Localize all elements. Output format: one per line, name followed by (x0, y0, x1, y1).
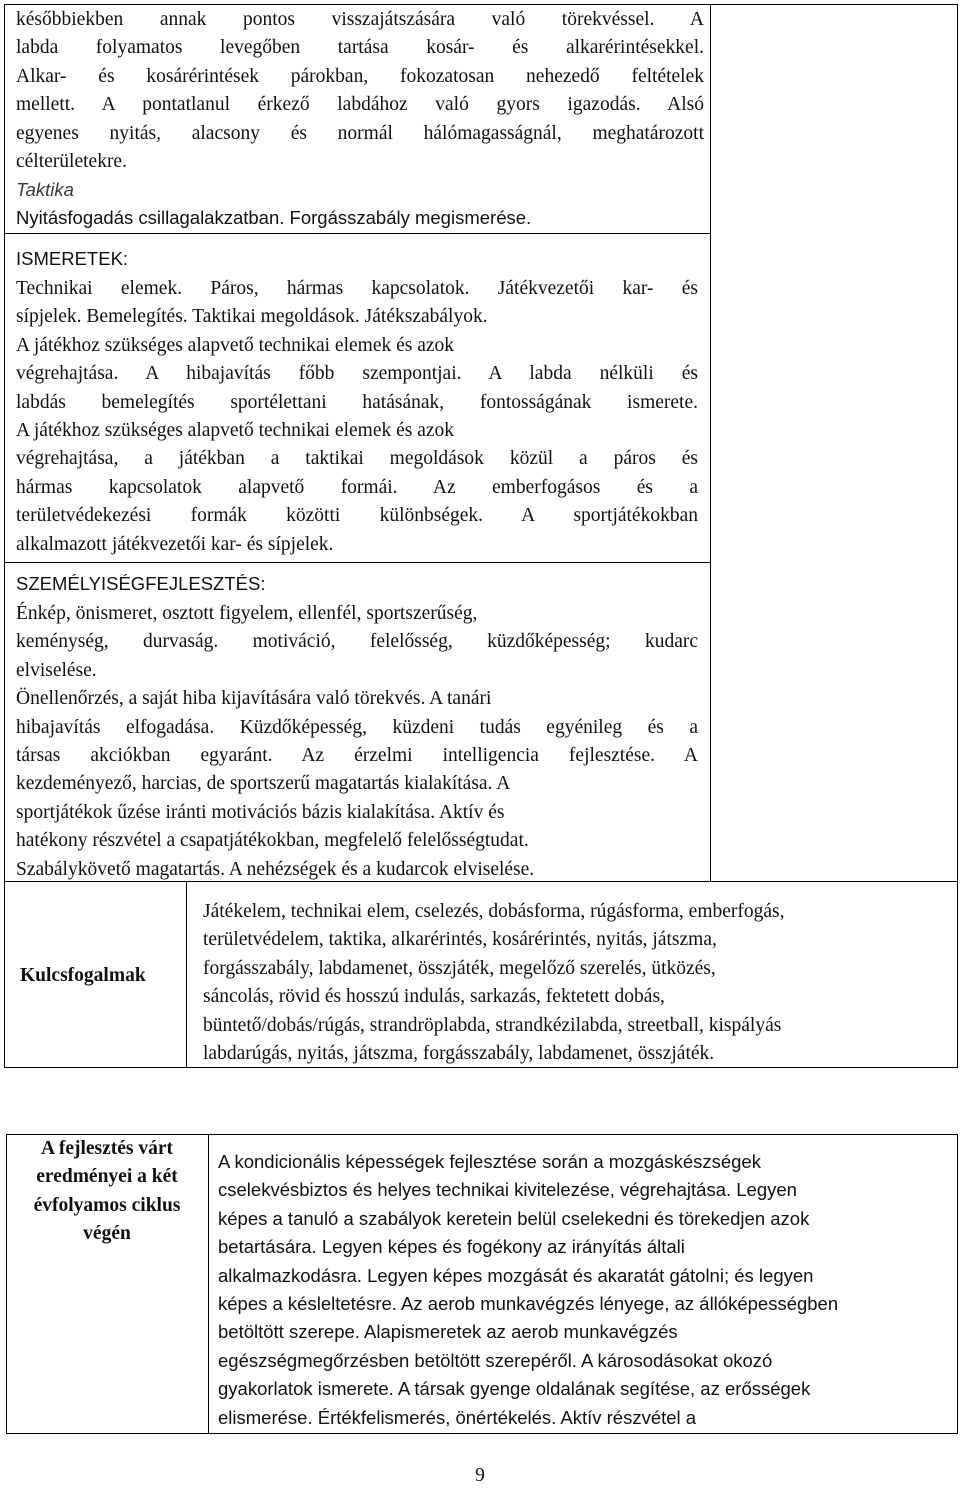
text-line: egyenes nyitás, alacsony és normál hálómagasságnál, meghatározott (16, 122, 704, 144)
text-line: Alkar- és kosárérintések párokban, fokozatosan nehezedő feltételek (16, 65, 704, 87)
knowledge-heading: ISMERETEK: (16, 248, 129, 269)
label-line: eredményei a két (36, 1166, 178, 1188)
personality-heading: SZEMÉLYISÉGFEJLESZTÉS: (16, 573, 266, 594)
text-line: labdás bemelegítés sportélettani hatásának, fontosságának ismerete. (16, 391, 698, 413)
label-line: A fejlesztés várt (40, 1138, 174, 1159)
tactics-heading: Taktika (16, 179, 74, 200)
text-line: képes a tanuló a szabályok keretein belül cselekedni és törekedjen azok (218, 1207, 810, 1229)
text-line: célterületekre. (16, 151, 127, 173)
text-line: gyakorlatok ismerete. A társak gyenge oldalának segítése, az erősségek (218, 1378, 811, 1400)
intro-paragraph (16, 6, 704, 176)
text-line: hármas kapcsolatok alapvető formái. Az emberfogásos és a (16, 476, 698, 498)
text-line: betöltött szerepe. Alapismeretek az aerob munkavégzés (218, 1321, 678, 1343)
text-line: egészségmegőrzésben betöltött szerepéről. A károsodásokat okozó (218, 1349, 773, 1371)
key-concepts-text (203, 898, 953, 1068)
text-line: végrehajtása. A hibajavítás főbb szempontjai. A labda nélküli és (16, 363, 698, 385)
label-line: évfolyamos ciklus (33, 1194, 181, 1216)
row-divider-tactics (4, 233, 710, 234)
text-line: betartására. Legyen képes és fogékony az irányítás általi (218, 1236, 685, 1258)
text-line: alkalmazkodásra. Legyen képes mozgását és akaratát gátolni; és legyen (218, 1264, 814, 1286)
text-line: büntető/dobás/rúgás, strandröplabda, strandkézilabda, streetball, kispályás (203, 1014, 782, 1036)
table-border-right (957, 4, 958, 1068)
text-line: A kondicionális képességek fejlesztése során a mozgáskészségek (218, 1151, 761, 1172)
text-line: keménység, durvaság. motiváció, felelősség, küzdőképesség; kudarc (16, 631, 698, 653)
text-line: elismerése. Értékfelismerés, önértékelés. Aktív részvétel a (218, 1406, 697, 1428)
text-line: Önellenőrzés, a saját hiba kijavítására való törekvés. A tanári (16, 688, 492, 710)
text-line: forgásszabály, labdamenet, összjáték, megelőző szerelés, ütközés, (203, 957, 716, 979)
text-line: A játékhoz szükséges alapvető technikai elemek és azok (16, 420, 455, 442)
text-line: Játékelem, technikai elem, cselezés, dobásforma, rúgásforma, emberfogás, (203, 901, 785, 922)
key-concepts-col-divider (186, 881, 187, 1068)
text-line: sáncolás, rövid és hosszú indulás, sarkazás, fektetett dobás, (203, 986, 665, 1008)
text-line: végrehajtása, a játékban a taktikai megoldások közül a páros és (16, 448, 698, 470)
outcomes-border-bottom (6, 1433, 958, 1434)
text-line: sportjátékok űzése iránti motivációs bázis kialakítása. Aktív és (16, 801, 505, 823)
text-line: későbbiekben annak pontos visszajátszására való törekvéssel. A (16, 9, 704, 30)
outcomes-label (8, 1135, 206, 1249)
key-concepts-label: Kulcsfogalmak (20, 965, 146, 986)
text-line: területvédekezési formák közötti különbségek. A sportjátékokban (16, 505, 698, 527)
text-line: cselekvésbiztos és helyes technikai kivitelezése, végrehajtása. Legyen (218, 1179, 797, 1201)
outcomes-border-right (957, 1134, 958, 1434)
text-line: Technikai elemek. Páros, hármas kapcsolatok. Játékvezetői kar- és (16, 278, 698, 299)
outcomes-col-divider (208, 1134, 209, 1434)
text-line: Énkép, önismeret, osztott figyelem, ellenfél, sportszerűség, (16, 603, 478, 624)
text-line: labda folyamatos levegőben tartása kosár- és alkarérintésekkel. (16, 37, 704, 59)
row-divider-knowledge (4, 562, 710, 563)
text-line: hatékony részvétel a csapatjátékokban, megfelelő felelősségtudat. (16, 830, 529, 852)
outcomes-text (218, 1148, 954, 1432)
text-line: alkalmazott játékvezetői kar- és sípjelek. (16, 533, 334, 555)
text-line: Szabálykövető magatartás. A nehézségek és a kudarcok elviselése. (16, 858, 535, 880)
text-line: mellett. A pontatlanul érkező labdához való gyors igazodás. Alsó (16, 94, 704, 116)
knowledge-paragraph (16, 275, 698, 559)
tactics-text: Nyitásfogadás csillagalakzatban. Forgásszabály megismerése. (16, 207, 532, 228)
label-line: végén (83, 1223, 131, 1245)
text-line: területvédelem, taktika, alkarérintés, kosárérintés, nyitás, játszma, (203, 929, 717, 951)
outcomes-border-left (6, 1134, 7, 1434)
text-line: társas akciókban egyaránt. Az érzelmi intelligencia fejlesztése. A (16, 745, 698, 767)
text-line: A játékhoz szükséges alapvető technikai elemek és azok (16, 334, 455, 356)
text-line: képes a késleltetésre. Az aerob munkavégzés lényege, az állóképességben (218, 1293, 839, 1315)
text-line: hibajavítás elfogadása. Küzdőképesség, küzdeni tudás egyénileg és a (16, 716, 698, 738)
column-divider (710, 4, 711, 882)
text-line: elviselése. (16, 659, 97, 681)
table-border-left (4, 4, 5, 1068)
page-number: 9 (475, 1465, 485, 1486)
text-line: kezdeményező, harcias, de sportszerű magatartás kialakítása. A (16, 773, 511, 795)
text-line: labdarúgás, nyitás, játszma, forgásszabály, labdamenet, összjáték. (203, 1043, 715, 1065)
text-line: sípjelek. Bemelegítés. Taktikai megoldások. Játékszabályok. (16, 306, 488, 328)
personality-paragraph (16, 600, 698, 884)
table-border-top (4, 4, 958, 5)
